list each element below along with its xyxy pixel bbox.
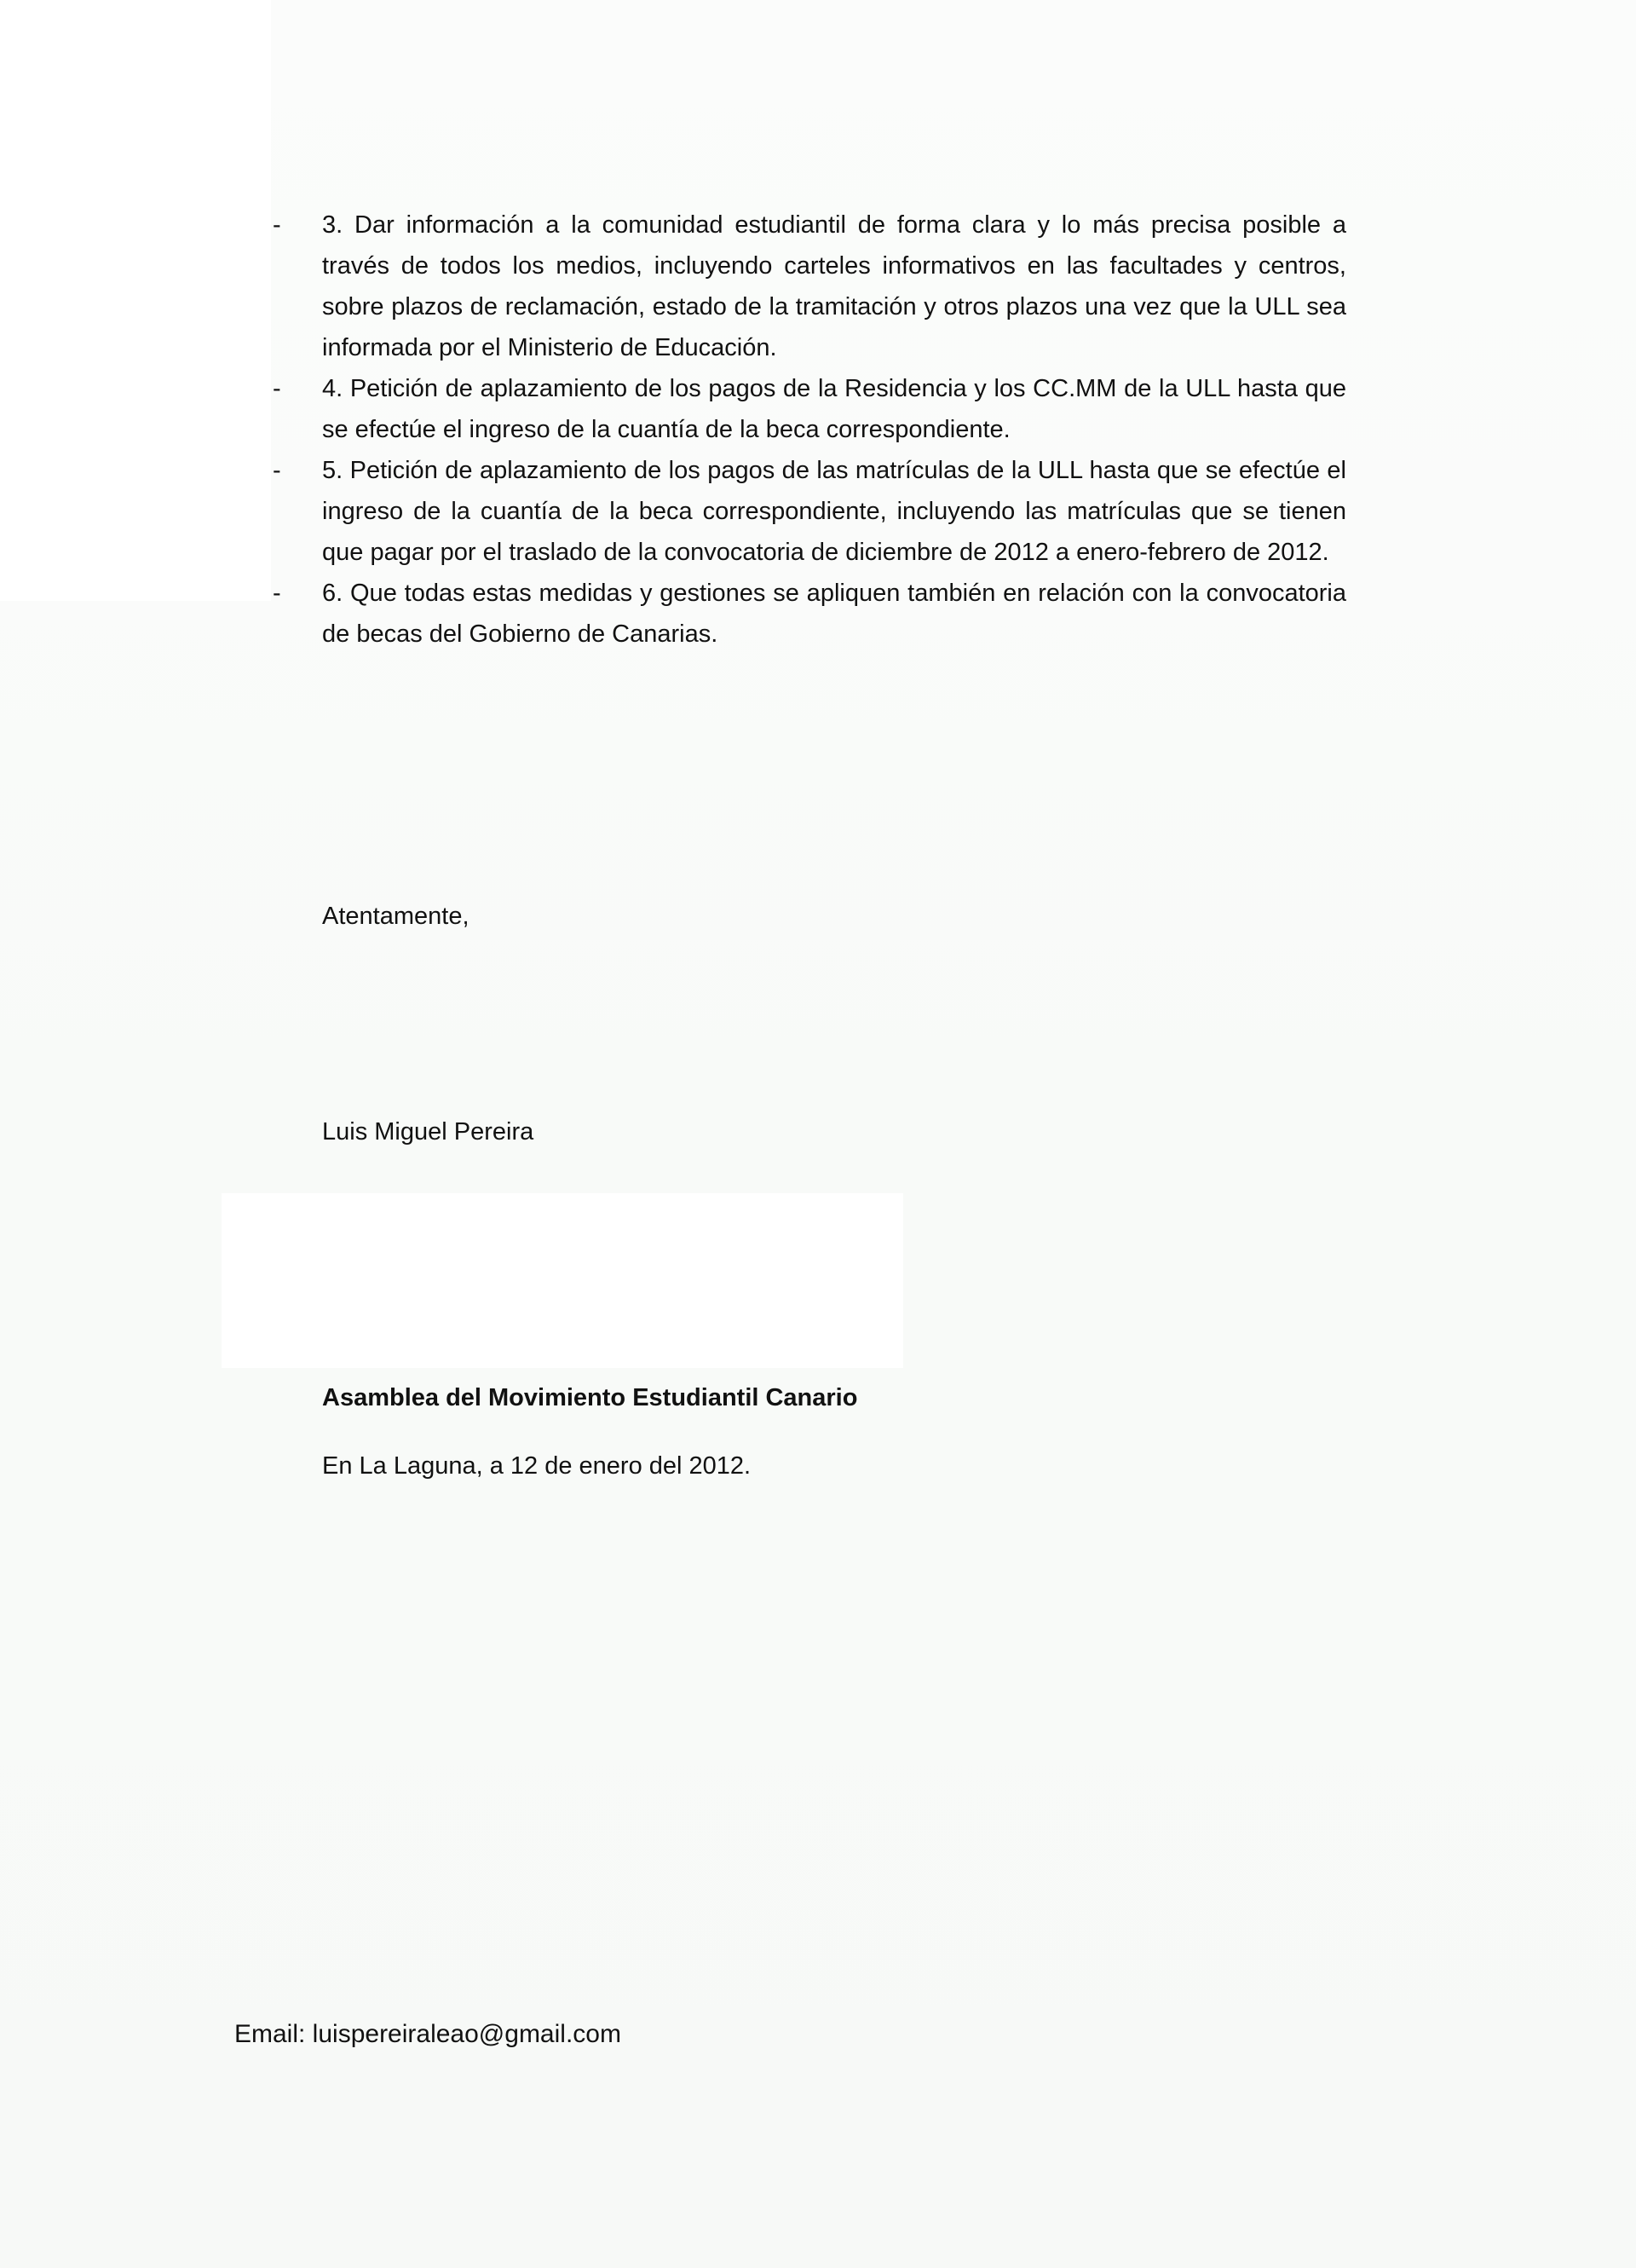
list-item (273, 368, 1346, 450)
list-item (273, 573, 1346, 655)
organization-name: Asamblea del Movimiento Estudiantil Canario (322, 1384, 858, 1411)
request-list (273, 205, 1346, 655)
list-item-text: 5. Petición de aplazamiento de los pagos de las matrículas de la ULL hasta que se efectúe el ingreso de la cuantía de la beca correspondiente, incluyendo las matrículas que se tienen que pagar por el traslado de la convocatoria de diciembre de 2012 a enero-febrero de 2012. (322, 457, 1346, 566)
list-bullet: - (273, 580, 281, 607)
place-date: En La Laguna, a 12 de enero del 2012. (322, 1452, 752, 1480)
list-item-text: 6. Que todas estas medidas y gestiones se apliquen también en relación con la convocatoria de becas del Gobierno de Canarias. (322, 580, 1346, 648)
list-bullet: - (273, 211, 281, 239)
list-item (273, 205, 1346, 368)
closing-salutation: Atentamente, (322, 903, 469, 930)
contact-email: Email: luispereiraleao@gmail.com (234, 2020, 621, 2048)
signer-name: Luis Miguel Pereira (322, 1118, 534, 1146)
list-item-text: 4. Petición de aplazamiento de los pagos de la Residencia y los CC.MM de la ULL hasta que se efectúe el ingreso de la cuantía de la beca correspondiente. (322, 375, 1346, 443)
list-item (273, 450, 1346, 573)
list-bullet: - (273, 375, 281, 402)
scan-artifact (0, 0, 271, 601)
list-bullet: - (273, 457, 281, 484)
list-item-text: 3. Dar información a la comunidad estudiantil de forma clara y lo más precisa posible a través de todos los medios, incluyendo carteles informativos en las facultades y centros, sobre plazos de reclamación, estado de la tramitación y otros plazos una vez que la ULL sea informada por el Ministerio de Educación. (322, 211, 1346, 361)
scan-artifact (222, 1193, 903, 1368)
